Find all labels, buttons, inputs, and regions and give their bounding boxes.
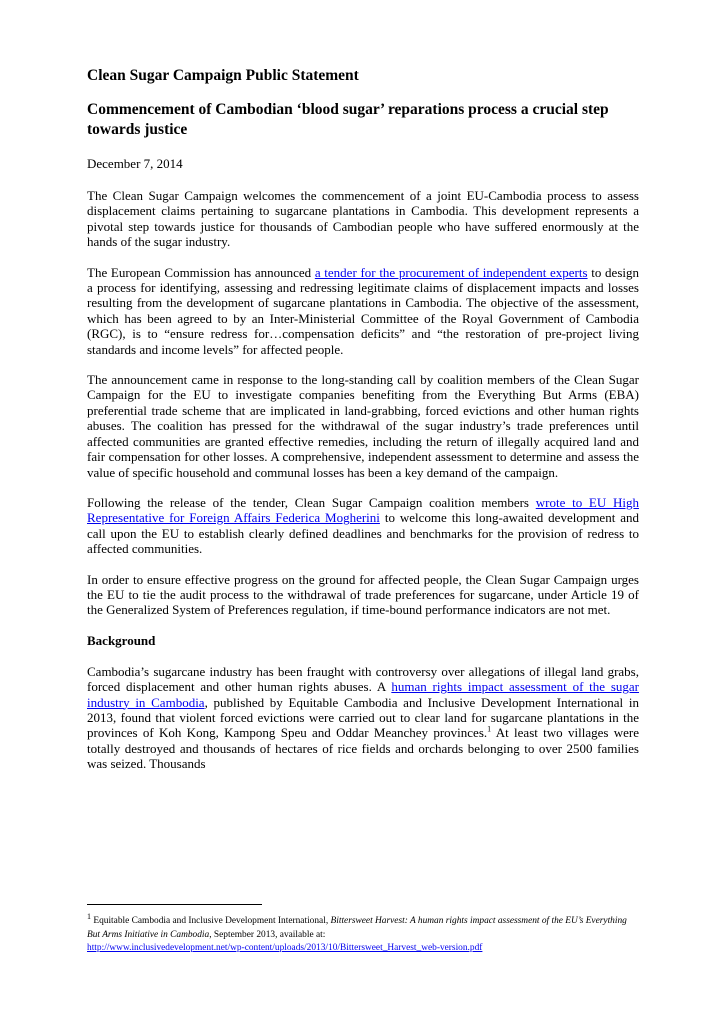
footnote-divider [87,904,262,905]
footnote-text: Equitable Cambodia and Inclusive Development International, [91,916,331,926]
paragraph-text: Cambodia’s sugarcane industry has been fraught with controversy over allegations of illegal land grabs, forced displacement and other human rights abuses. A [87,663,639,695]
paragraph-announcement: The announcement came in response to the long-standing call by coalition members of the Clean Sugar Campaign for the EU to investigate companies benefiting from the Everything But Arms (EBA) preferential trade scheme that are implicated in land-grabbing, forced evictions and other human rights abuses. The coalition has pressed for the withdrawal of the sugar industry’s trade preferences until affected communities are granted effective remedies, including the return of illegally acquired land and fair compensation for other losses. A comprehensive, independent assessment to determine and assess the value of specific household and communal losses has been a key demand of the campaign. [87,372,639,480]
paragraph-background [87,664,639,772]
footnote-reference[interactable]: 1 [487,725,492,735]
background-heading: Background [87,632,156,648]
paragraph-tender [87,265,639,357]
statement-headline: Commencement of Cambodian ‘blood sugar’ reparations process a crucial step towards justice [87,101,609,138]
paragraph-text: Following the release of the tender, Clean Sugar Campaign coalition members [87,494,536,510]
paragraph-text: to design a process for identifying, assessing and redressing legitimate claims of displacement impacts and losses resulting from the development of sugarcane plantations in Cambodia. The objective of the assessment, which has been agreed to by an Inter-Ministerial Committee of the Royal Government of Cambodia (RGC), is to “ensure redress for…compensation deficits” and “the restoration of pre-project living standards and income levels” for affected people. [87,264,639,357]
mogherini-letter-link[interactable]: wrote to EU High Representative for Foreign Affairs Federica Mogherini [87,494,640,526]
paragraph-letter [87,495,639,557]
paragraph-intro: The Clean Sugar Campaign welcomes the commencement of a joint EU-Cambodia process to assess displacement claims pertaining to sugarcane plantations in Cambodia. This development represents a pivotal step towards justice for thousands of Cambodian people who have suffered enormously at the hands of the sugar industry. [87,188,639,250]
paragraph-text: to welcome this long-awaited development and call upon the EU to establish clearly defined deadlines and benchmarks for the provision of redress to affected communities. [87,510,639,557]
footnote-marker: 1 [87,911,91,921]
footnote-url-link[interactable]: http://www.inclusivedevelopment.net/wp-content/uploads/2013/10/Bittersweet_Harvest_web-version.pdf [87,943,483,953]
document-title: Clean Sugar Campaign Public Statement [87,67,359,84]
paragraph-text: The European Commission has announced [87,264,315,280]
statement-date: December 7, 2014 [87,156,183,171]
footnote-text: , September 2013, available at: [209,929,326,940]
paragraph-text: , published by Equitable Cambodia and Inclusive Development International in 2013, found that violent forced evictions were carried out to clear land for sugarcane plantations in the provinces of Koh Kong, Kampong Speu and Oddar Meanchey provinces. [87,694,639,741]
impact-assessment-link[interactable]: human rights impact assessment of the sugar industry in Cambodia [87,679,639,710]
footnote [87,911,639,956]
footnote-report-title: Bittersweet Harvest: A human rights impact assessment of the EU’s Everything But Arms Initiative in Cambodia [87,916,627,940]
tender-link[interactable]: a tender for the procurement of independent experts [314,264,588,280]
paragraph-urge: In order to ensure effective progress on the ground for affected people, the Clean Sugar Campaign urges the EU to tie the audit process to the withdrawal of trade preferences for sugarcane, under Article 19 of the Generalized System of Preferences regulation, if time-bound performance indicators are not met. [87,571,639,618]
document-page [87,66,639,787]
paragraph-text: At least two villages were totally destroyed and thousands of hectares of rice fields and orchards belonging to over 2500 families was seized. Thousands [87,725,639,772]
